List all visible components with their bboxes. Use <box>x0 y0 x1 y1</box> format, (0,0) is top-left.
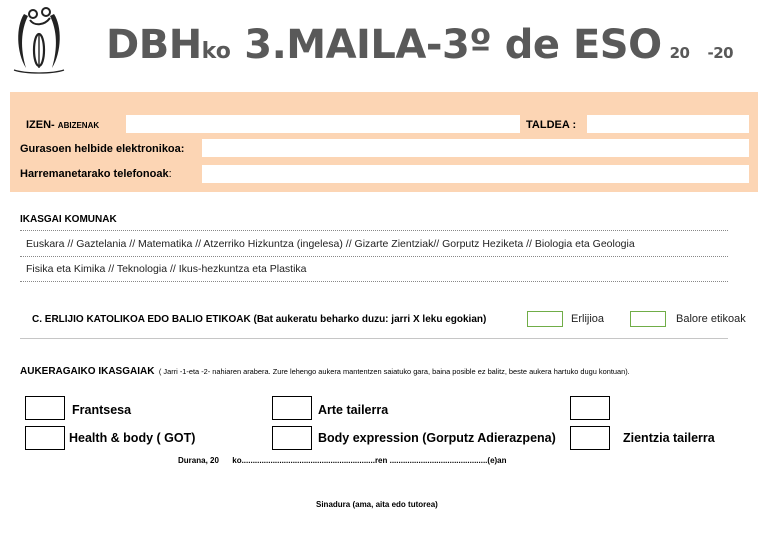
page-title <box>106 22 733 76</box>
option-label-body-expression: Body expression (Gorputz Adierazpena) <box>318 431 556 445</box>
divider <box>20 338 728 339</box>
title-suffix: ko <box>201 39 231 64</box>
signature-label: Sinadura (ama, aita edo tutorea) <box>316 500 438 509</box>
group-label: TALDEA : <box>526 119 577 131</box>
option-box-science-workshop[interactable] <box>570 396 610 420</box>
surname-label-text: ABIZENAK <box>57 121 100 130</box>
divider <box>20 230 728 231</box>
phone-label-text: Harremanetarako telefonoak <box>20 168 169 180</box>
option-label-french: Frantsesa <box>72 403 132 417</box>
phone-label-colon: : <box>168 168 172 180</box>
option-box-science-workshop-2[interactable] <box>570 426 610 450</box>
option-box-body-expression[interactable] <box>272 426 312 450</box>
date-line: Durana, 20 ko............................................................ren ............................................(e)an <box>178 456 507 465</box>
common-subjects-line-1: Euskara // Gaztelania // Matematika // Atzerriko Hizkuntza (ingelesa) // Gizarte Zientziak// Gorputz Heziketa // Biologia eta Geologia <box>26 238 635 250</box>
school-logo-icon <box>6 4 72 76</box>
ethics-option-label: Balore etikoak <box>676 313 746 325</box>
phone-input[interactable] <box>202 165 749 183</box>
name-label-text: IZEN- <box>26 119 55 131</box>
name-input[interactable] <box>126 115 520 133</box>
title-year-end: -20 <box>707 44 734 62</box>
optional-subjects-heading: AUKERAGAIKO IKASGAIAK <box>20 366 155 377</box>
email-input[interactable] <box>202 139 749 157</box>
optional-subjects-header <box>20 361 630 379</box>
title-rest: 3.MAILA-3º de ESO <box>230 22 662 68</box>
name-label <box>26 119 99 131</box>
optional-subjects-note: ( Jarri -1-eta -2- nahiaren arabera. Zure lehengo aukera mantentzen saiatuko gara, baina posible ez balitz, beste aukera hartuko dugu kontuan). <box>158 367 630 376</box>
school-logo <box>6 4 72 88</box>
email-label: Gurasoen helbide elektronikoa: <box>20 143 185 155</box>
group-input[interactable] <box>587 115 749 133</box>
common-subjects-line-2: Fisika eta Kimika // Teknologia // Ikus-hezkuntza eta Plastika <box>26 263 307 275</box>
title-main: DBH <box>106 22 202 68</box>
religion-instruction: C. ERLIJIO KATOLIKOA EDO BALIO ETIKOAK (Bat aukeratu beharko duzu: jarri X leku egokian) <box>32 314 487 325</box>
religion-option-label: Erlijioa <box>571 313 605 325</box>
option-label-health-body: Health & body ( GOT) <box>69 431 196 445</box>
option-label-science-workshop: Zientzia tailerra <box>623 431 715 445</box>
phone-label <box>20 168 172 180</box>
title-year-start: 20 <box>669 44 690 62</box>
religion-checkbox[interactable] <box>527 311 563 327</box>
option-label-art-workshop: Arte tailerra <box>318 403 389 417</box>
option-box-french[interactable] <box>25 396 65 420</box>
common-subjects-heading: IKASGAI KOMUNAK <box>20 214 117 225</box>
ethics-checkbox[interactable] <box>630 311 666 327</box>
option-box-art-workshop[interactable] <box>272 396 312 420</box>
divider <box>20 256 728 257</box>
option-box-health-body[interactable] <box>25 426 65 450</box>
divider <box>20 281 728 282</box>
